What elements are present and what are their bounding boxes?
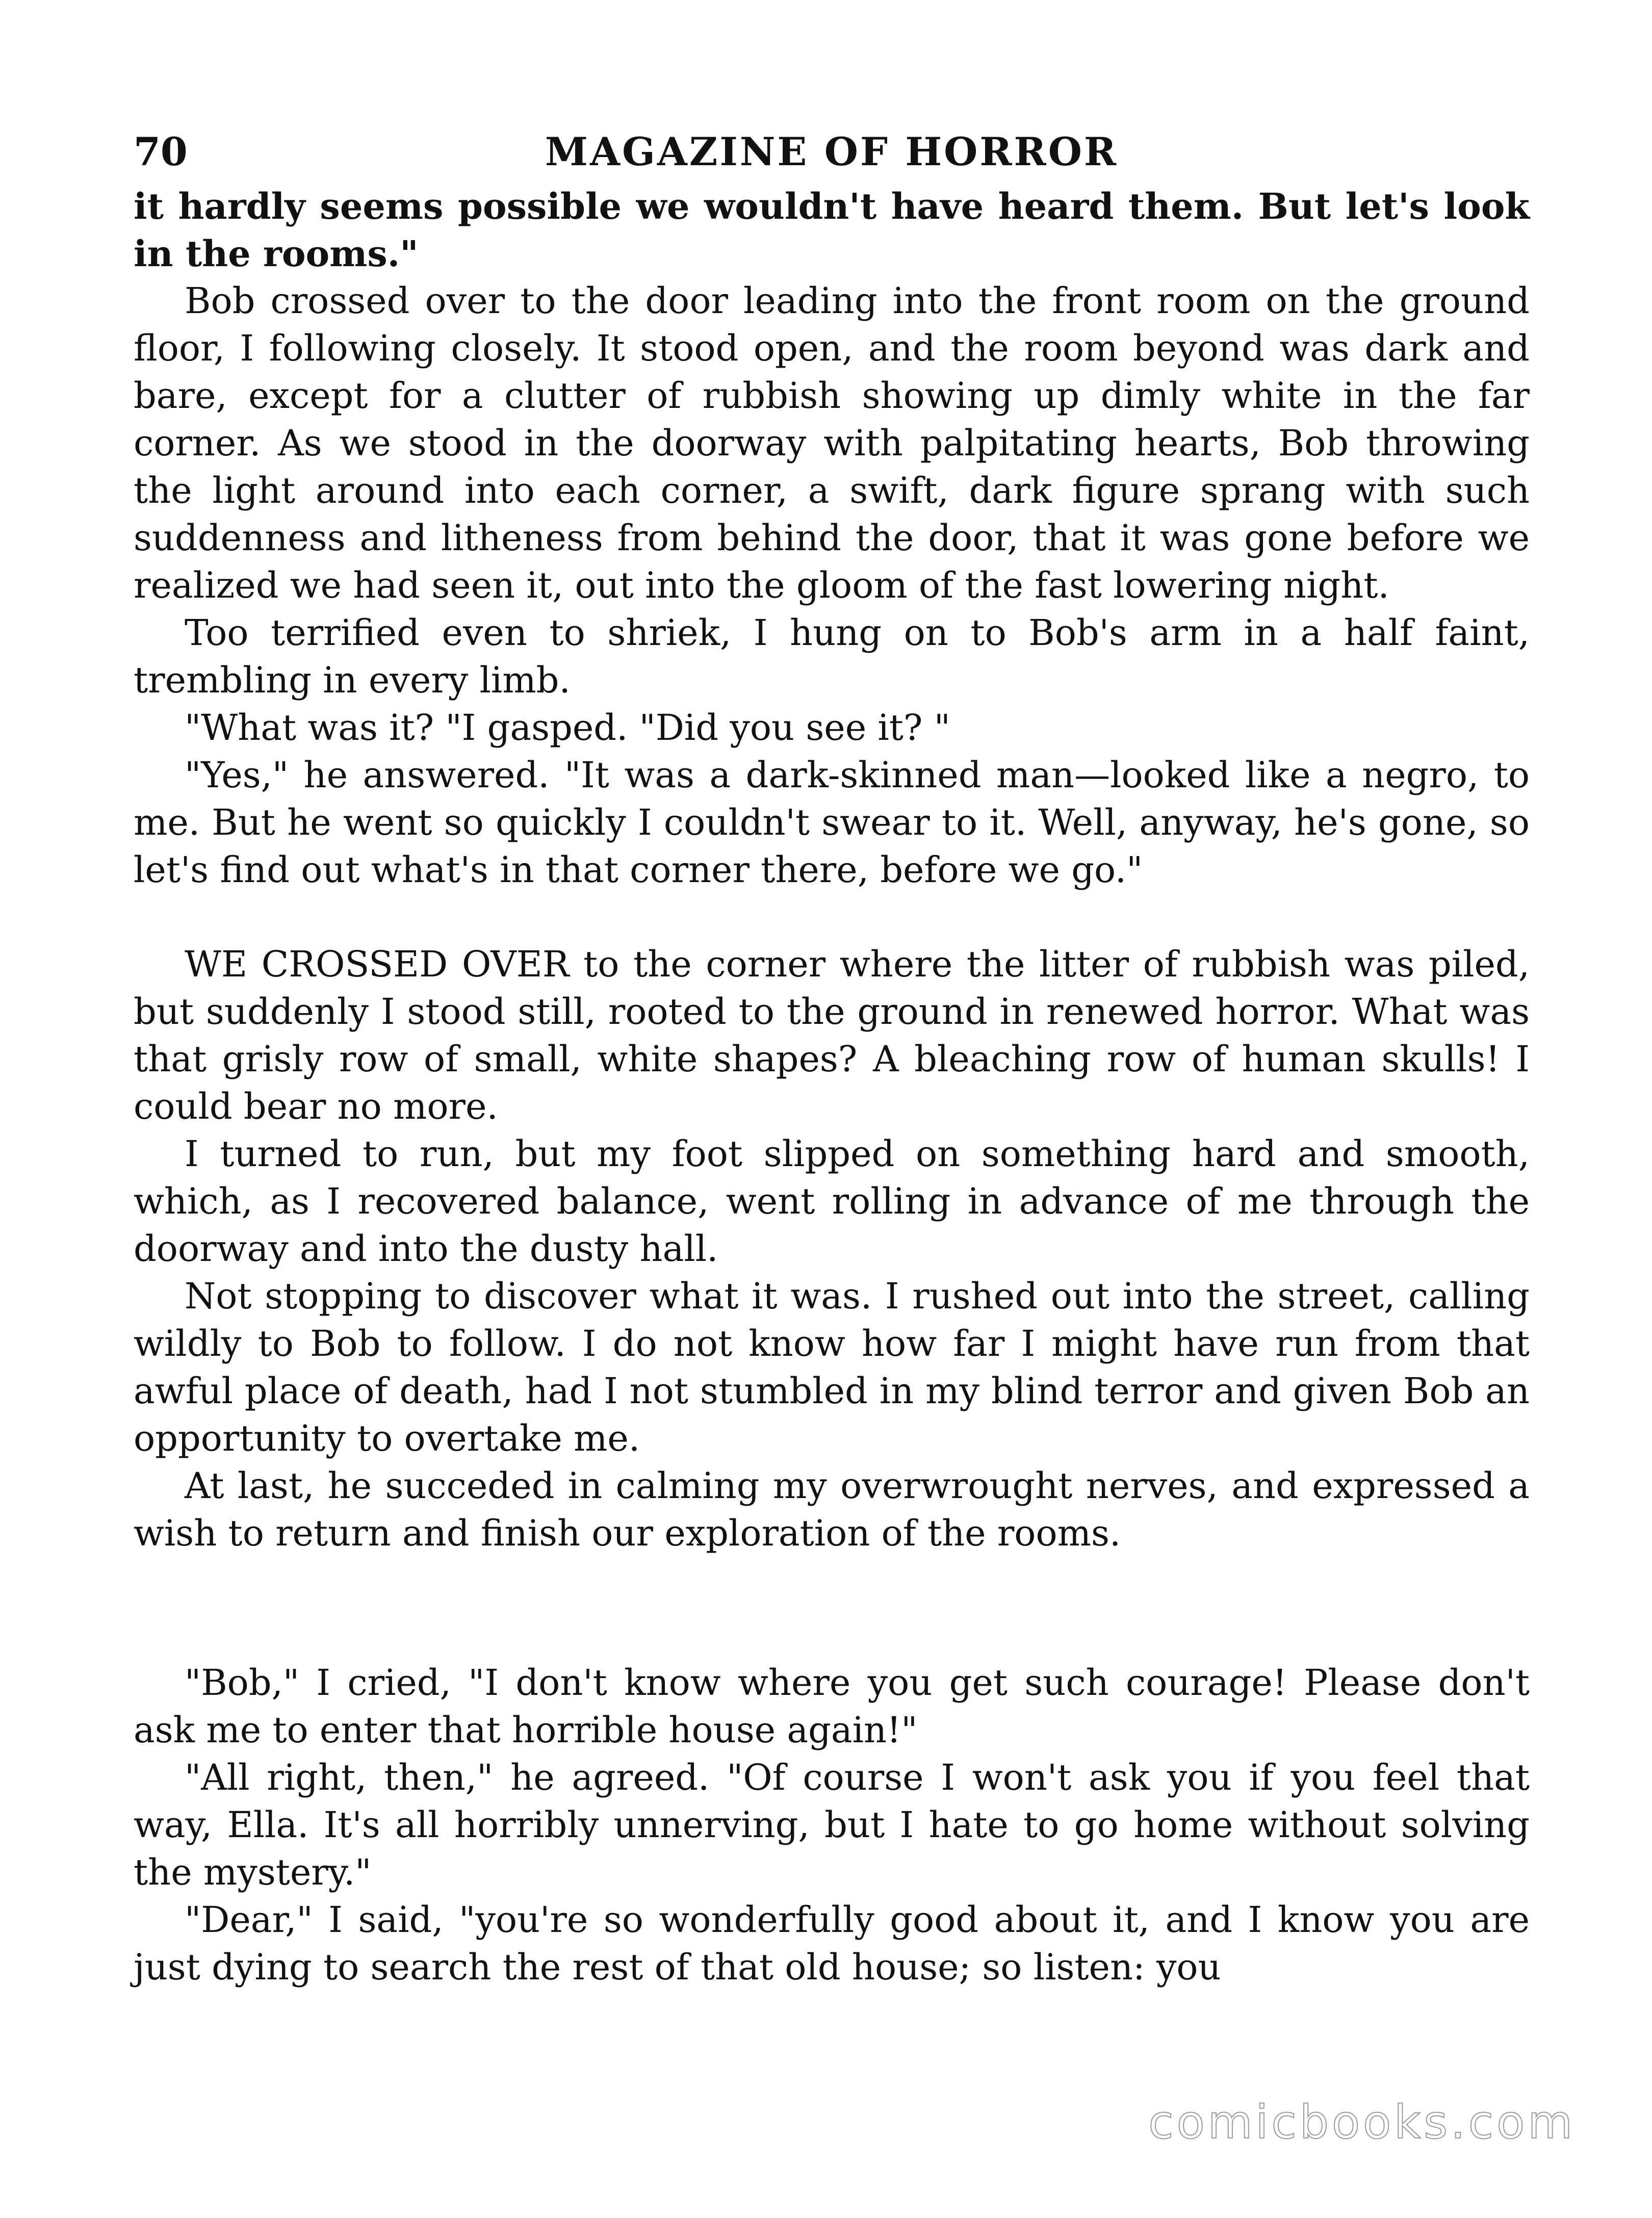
section-break — [134, 1557, 1530, 1659]
paragraph: Not stopping to discover what it was. I rushed out into the street, calling wildly to Bob to follow. I do not know how far I might have run from that awful place of death, had I not stumbled in my blind terror and given Bob an opportunity to overtake me. — [134, 1275, 1530, 1459]
magazine-title: MAGAZINE OF HORROR — [545, 129, 1119, 174]
paragraph-continuation: it hardly seems possible we wouldn't have heard them. But let's look in the rooms." — [134, 185, 1530, 275]
running-head — [134, 121, 1530, 183]
paragraph: "All right, then," he agreed. "Of course I won't ask you if you feel that way, Ella. It's all horribly unnerving, but I hate to go home without solving the mystery." — [134, 1757, 1530, 1893]
paragraph: "Dear," I said, "you're so wonderfully good about it, and I know you are just dying to search the rest of that old house; so listen: you — [134, 1899, 1530, 1988]
paragraph: "Bob," I cried, "I don't know where you get such courage! Please don't ask me to enter that horrible house again!" — [134, 1662, 1530, 1751]
paragraph: Too terrified even to shriek, I hung on to Bob's arm in a half faint, trembling in every limb. — [134, 612, 1530, 701]
page-number: 70 — [134, 129, 188, 174]
paragraph: Bob crossed over to the door leading into the front room on the ground floor, I following closely. It stood open, and the room beyond was dark and bare, except for a clutter of rubbish showing up dimly white in the far corner. As we stood in the doorway with palpitating hearts, Bob throwing the light around into each corner, a swift, dark figure sprang with such suddenness and litheness from behind the door, that it was gone before we realized we had seen it, out into the gloom of the fast lowering night. — [134, 280, 1530, 606]
paragraph: "What was it? "I gasped. "Did you see it? " — [185, 707, 950, 749]
paragraph: WE CROSSED OVER to the corner where the litter of rubbish was piled, but suddenly I stood still, rooted to the ground in renewed horror. What was that grisly row of small, white shapes? A bleaching row of human skulls! I could bear no more. — [134, 943, 1530, 1127]
paragraph: "Yes," he answered. "It was a dark-skinned man—looked like a negro, to me. But he went so quickly I couldn't swear to it. Well, anyway, he's gone, so let's find out what's in that corner there, before we go." — [134, 754, 1530, 891]
story-text — [134, 183, 1530, 1991]
paragraph: I turned to run, but my foot slipped on something hard and smooth, which, as I recovered balance, went rolling in advance of me through the doorway and into the dusty hall. — [134, 1133, 1530, 1270]
watermark-logo: comicbooks.com — [1148, 2096, 1576, 2149]
section-break — [134, 894, 1530, 941]
page — [134, 121, 1530, 1991]
paragraph: At last, he succeded in calming my overwrought nerves, and expressed a wish to return and finish our exploration of the rooms. — [134, 1465, 1530, 1554]
